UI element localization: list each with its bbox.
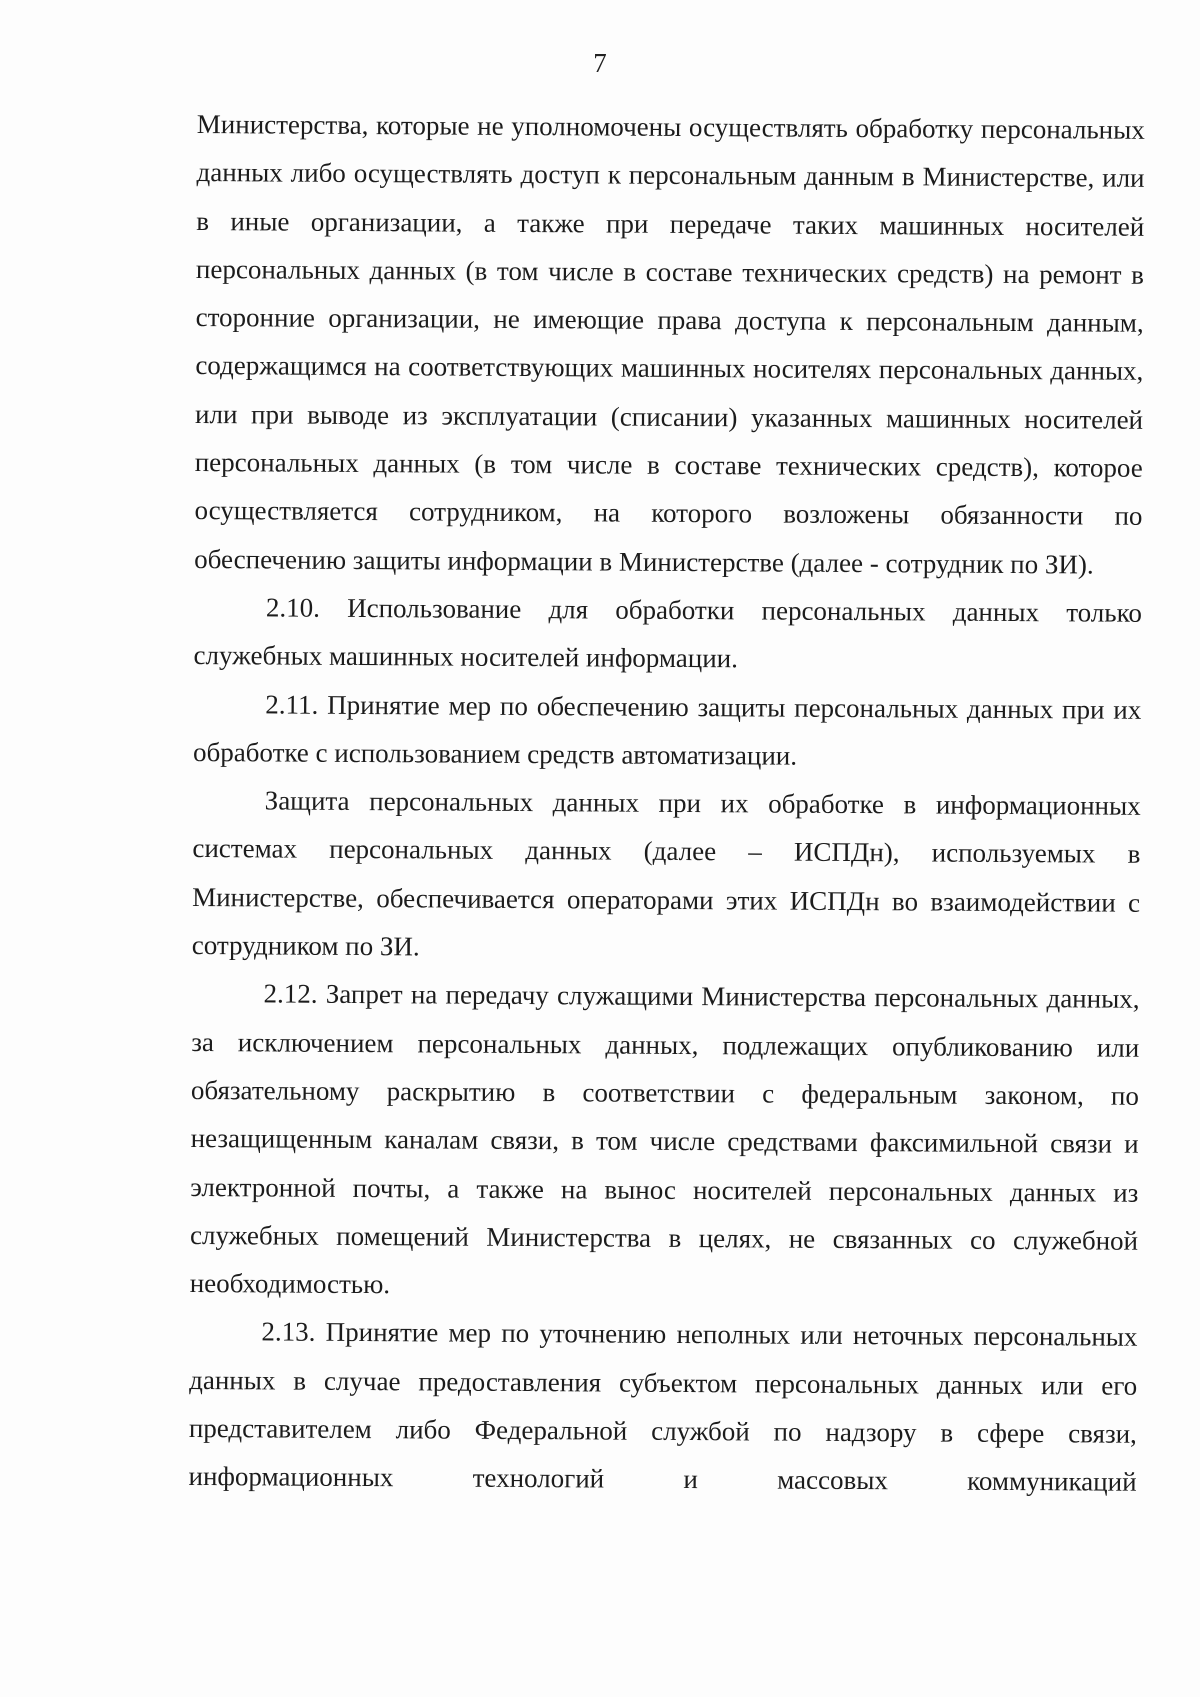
paragraph-2-10: 2.10. Использование для обработки персональных данных только служебных машинных носителей информации. (193, 592, 1142, 674)
paragraph-2-13: 2.13. Принятие мер по уточнению неполных или неточных персональных данных в случае предоставления субъектом персональных данных или его представителем либо Федеральной службой по надзору в сфере связи, информационных технологий и массовых коммуникаций (188, 1316, 1138, 1498)
paragraph-2-11: 2.11. Принятие мер по обеспечению защиты персональных данных при их обработке с использованием средств автоматизации. (192, 688, 1142, 771)
paragraph-ispdn-protection: Защита персональных данных при их обработке в информационных системах персональных данных (далее – ИСПДн), используемых в Министерстве, обеспечивается операторами этих ИСПДн во взаимодействии с сотрудником по ЗИ. (191, 785, 1141, 962)
page-number: 7 (593, 48, 607, 78)
document-body (188, 100, 1145, 1506)
paragraph-continuation: Министерства, которые не уполномочены осуществлять обработку персональных данных либо осуществлять доступ к персональным данным в Министерстве, или в иные организации, а также при передаче таких машинных носителей персональных данных (в том числе в составе технических средств) на ремонт в сторонние организации, не имеющие права доступа к персональным данным, содержащимся на соответствующих машинных носителях персональных данных, или при выводе из эксплуатации (списании) указанных машинных носителей персональных данных (в том числе в составе технических средств), которое осуществляется сотрудником, на которого возложены обязанности по обеспечению защиты информации в Министерстве (далее - сотрудник по ЗИ). (194, 108, 1145, 580)
paragraph-2-12: 2.12. Запрет на передачу служащими Министерства персональных данных, за исключением персональных данных, подлежащих опубликованию или обязательному раскрытию в соответствии с федеральным законом, по незащищенным каналам связи, в том числе средствами факсимильной связи и электронной почты, а также на вынос носителей персональных данных из служебных помещений Министерства в целях, не связанных со служебной необходимостью. (189, 978, 1140, 1300)
